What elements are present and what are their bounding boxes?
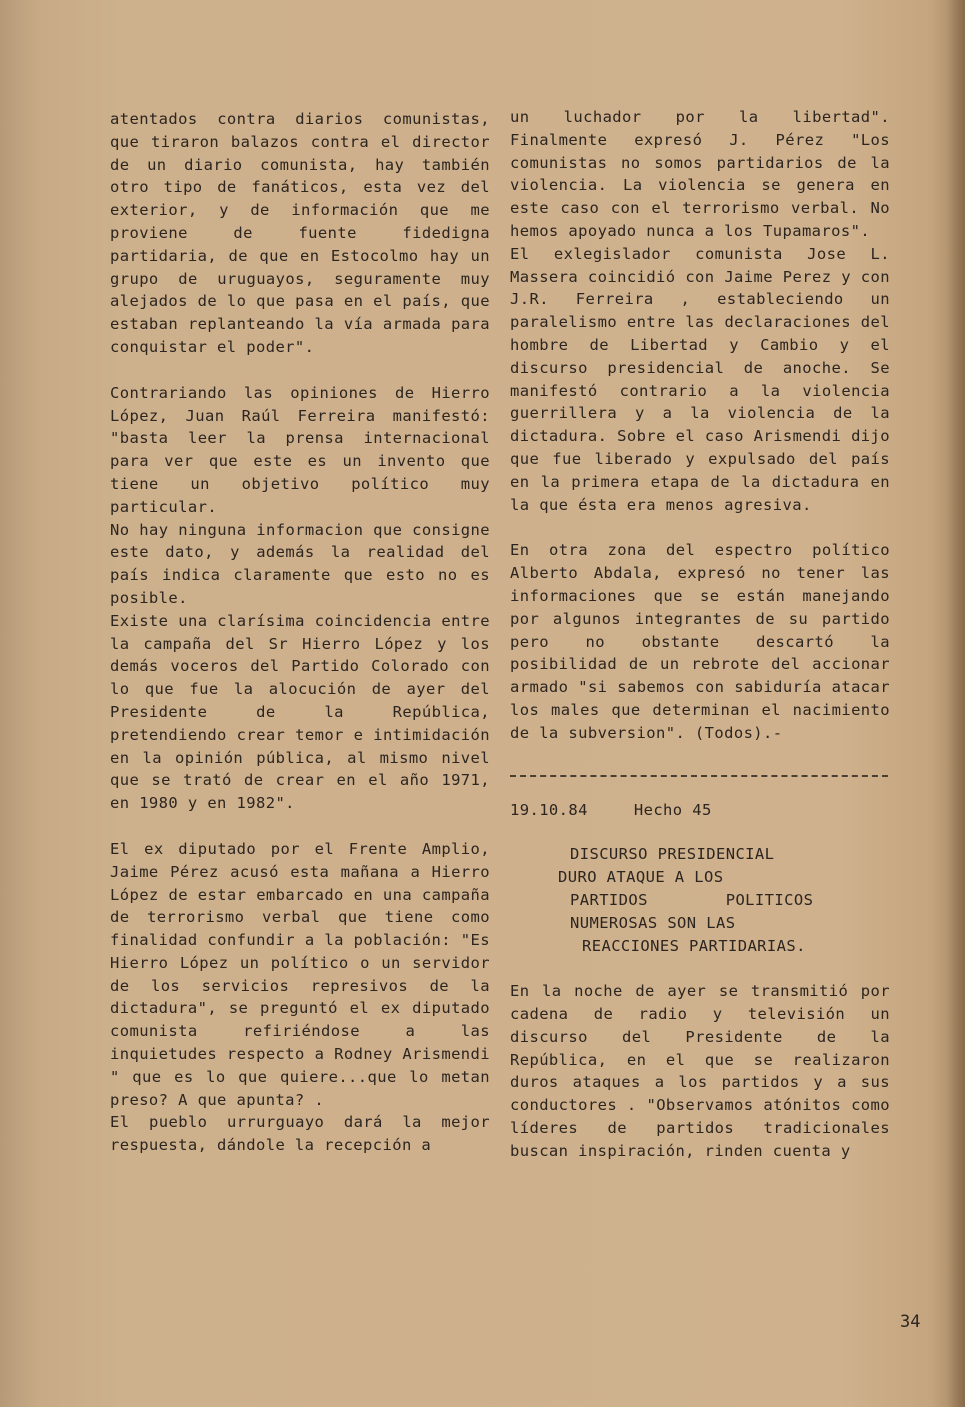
- left-paragraph: Contrariando las opiniones de Hierro López, Juan Raúl Ferreira manifestó: "basta leer la prensa internacional para ver que este es un invento que tiene un objetivo político muy particular.: [110, 383, 500, 516]
- left-paragraph: No hay ninguna informacion que consigne este dato, y además la realidad del país indica claramente que esto no es posible.: [110, 520, 500, 607]
- headline-line: DURO ATAQUE A LOS: [558, 868, 724, 887]
- right-column: [510, 106, 900, 1163]
- left-paragraph: Existe una clarísima coincidencia entre la campaña del Sr Hierro López y los demás voceros del Partido Colorado con lo que fue la alocución de ayer del Presidente de la República, pretendiendo crear temor e intimidación en la opinión pública, al mismo nivel que se trató de crear en el año 1971, en 1980 y en 1982".: [110, 611, 500, 813]
- left-paragraph: El ex diputado por el Frente Amplio, Jaime Pérez acusó esta mañana a Hierro López de estar embarcado en una campaña de terrorismo verbal que tiene como finalidad confundir a la población: "Es Hierro López un político o un servidor de los servicios represivos de la dictadura", se preguntó el ex diputado comunista refiriéndose a las inquietudes respecto a Rodney Arismendi " que es lo que quiere...que lo metan preso? A que apunta? .: [110, 839, 500, 1109]
- page-number: 34: [900, 1312, 921, 1332]
- page-edge-shadow: [947, 0, 965, 1407]
- headline: [510, 843, 890, 957]
- headline-line: PARTIDOS POLITICOS: [570, 890, 814, 909]
- left-column: [110, 108, 500, 1157]
- right-paragraph: un luchador por la libertad". Finalmente expresó J. Pérez "Los comunistas no somos partidarios de la violencia. La violencia se genera en este caso con el terrorismo verbal. No hemos apoyado nunca a los Tupamaros".: [510, 108, 900, 240]
- headline-line: NUMEROSAS SON LAS: [570, 913, 736, 932]
- left-paragraph: atentados contra diarios comunistas, que tiraron balazos contra el director de un diario comunista, hay también otro tipo de fanáticos, esta vez del exterior, y de información que me proviene de fuente fidedigna partidaria, de que en Estocolmo hay un grupo de uruguayos, seguramente muy alejados de lo que pasa en el país, que estaban replanteando la vía armada para conquistar el poder".: [110, 110, 500, 356]
- entry-date: 19.10.84: [510, 800, 588, 819]
- entry-hecho: Hecho 45: [633, 800, 712, 819]
- headline-line: REACCIONES PARTIDARIAS.: [582, 936, 806, 955]
- right-paragraph: En otra zona del espectro político Alberto Abdala, expresó no tener las informaciones que se están manejando por algunos integrantes de su partido pero no obstante descartó la posibilidad de un rebrote del accionar armado "si sabemos con sabiduría atacar los males que determinan el nacimiento de la subversion". (Todos).-: [510, 541, 900, 742]
- left-paragraph: El pueblo urrurguayo dará la mejor respuesta, dándole la recepción a: [110, 1113, 500, 1155]
- section-divider: [510, 775, 888, 777]
- right-paragraph: El exlegislador comunista Jose L. Massera coincidió con Jaime Perez y con J.R. Ferreira , estableciendo un paralelismo entre las declaraciones del hombre de Libertad y Cambio y el discurso presidencial de anoche. Se manifestó contrario a la violencia guerrillera y a la violencia de la dictadura. Sobre el caso Arismendi dijo que fue liberado y expulsado del país en la primera etapa de la dictadura en la que ésta era menos agresiva.: [510, 244, 900, 514]
- entry-header: [510, 799, 890, 822]
- headline-line: DISCURSO PRESIDENCIAL: [570, 845, 775, 864]
- right-paragraph: En la noche de ayer se transmitió por cadena de radio y televisión un discurso del Presidente de la República, en el que se realizaron duros ataques a los partidos y a sus conductores . "Observamos atónitos como líderes de partidos tradicionales buscan inspiración, rinden cuenta y: [510, 982, 900, 1160]
